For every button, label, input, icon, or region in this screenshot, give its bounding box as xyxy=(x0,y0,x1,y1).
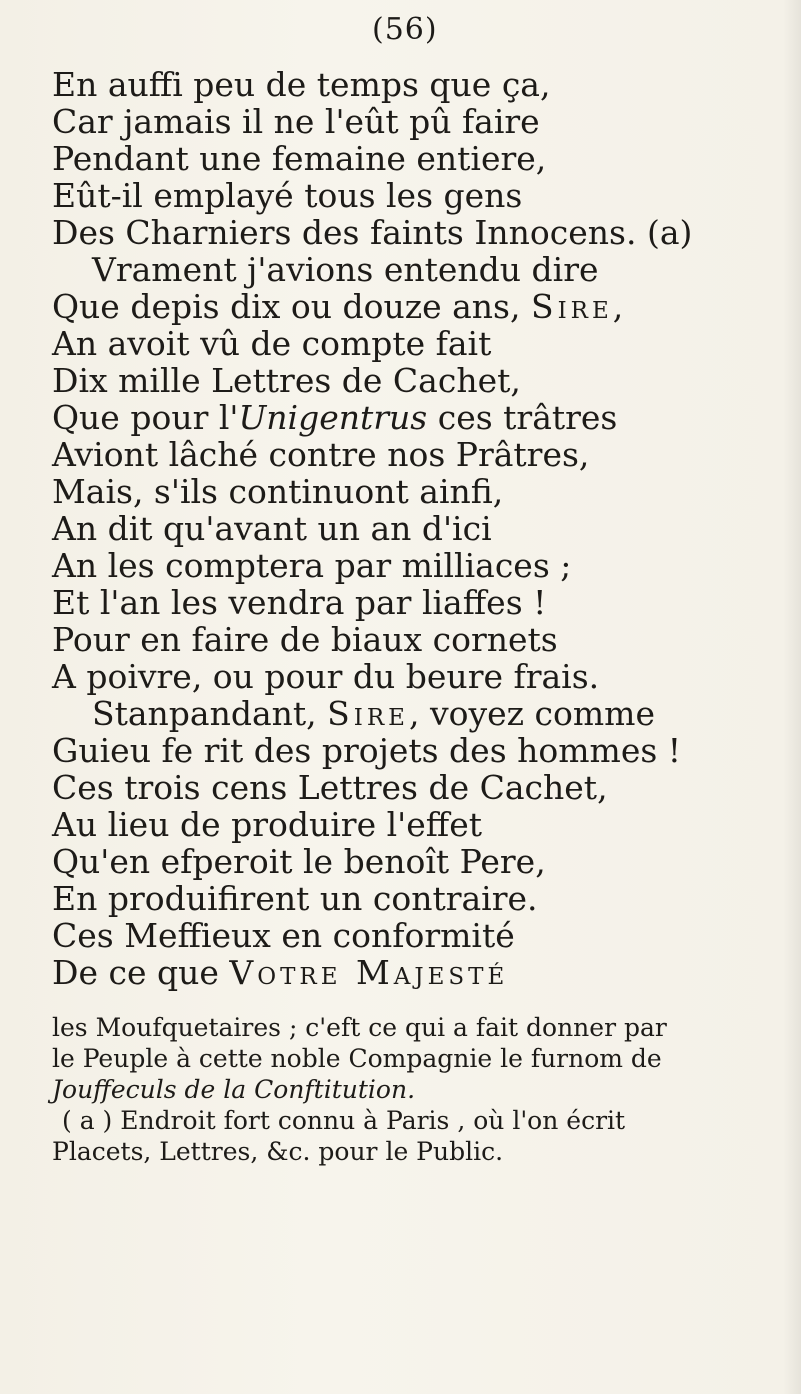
verse-line-22: Qu'en efperoit le benoît Pere, xyxy=(52,842,546,881)
page-edge-shadow xyxy=(783,0,801,1394)
verse-line-5: Des Charniers des faints Innocens. (a) xyxy=(52,213,693,252)
footnote-line-3: Jouffeculs de la Conftitution. xyxy=(52,1075,416,1104)
page-number: (56) xyxy=(372,12,438,47)
verse-line-9: Dix mille Lettres de Cachet, xyxy=(52,361,521,400)
verse-line-13: An dit qu'avant un an d'ici xyxy=(52,509,492,548)
footnote-line-5: Placets, Lettres, &c. pour le Public. xyxy=(52,1137,504,1166)
verse-line-24: Ces Meffieux en conformité xyxy=(52,916,515,955)
verse-line-15: Et l'an les vendra par liaffes ! xyxy=(52,583,547,622)
footnote-line-2: le Peuple à cette noble Compagnie le furnom de xyxy=(52,1044,662,1073)
verse-line-12: Mais, s'ils continuont ainfi, xyxy=(52,472,504,511)
verse-line-20: Ces trois cens Lettres de Cachet, xyxy=(52,768,608,807)
verse-line-11: Aviont lâché contre nos Prâtres, xyxy=(52,435,590,474)
verse-line-2: Car jamais il ne l'eût pû faire xyxy=(52,102,540,141)
verse-line-10: Que pour l'Unigentrus ces trâtres xyxy=(52,398,618,437)
verse-line-21: Au lieu de produire l'effet xyxy=(52,805,482,844)
verse-line-25: De ce que Votre Majesté xyxy=(52,953,509,992)
verse-line-7: Que depis dix ou douze ans, Sire, xyxy=(52,287,628,326)
verse-line-19: Guieu fe rit des projets des hommes ! xyxy=(52,731,682,770)
footnote-line-4: ( a ) Endroit fort connu à Paris , où l'on écrit xyxy=(62,1106,626,1135)
verse-line-17: A poivre, ou pour du beure frais. xyxy=(52,657,600,696)
verse-line-3: Pendant une femaine entiere, xyxy=(52,139,547,178)
verse-line-18: Stanpandant, Sire, voyez comme xyxy=(92,694,655,733)
verse-line-23: En produifirent un contraire. xyxy=(52,879,538,918)
verse-line-6: Vrament j'avions entendu dire xyxy=(92,250,599,289)
footnote-line-1: les Moufquetaires ; c'eft ce qui a fait donner par xyxy=(52,1013,667,1042)
verse-line-4: Eût-il emplayé tous les gens xyxy=(52,176,523,215)
verse-line-14: An les comptera par milliaces ; xyxy=(52,546,572,585)
verse-line-1: En auffi peu de temps que ça, xyxy=(52,65,551,104)
verse-line-8: An avoit vû de compte fait xyxy=(52,324,492,363)
verse-line-16: Pour en faire de biaux cornets xyxy=(52,620,558,659)
